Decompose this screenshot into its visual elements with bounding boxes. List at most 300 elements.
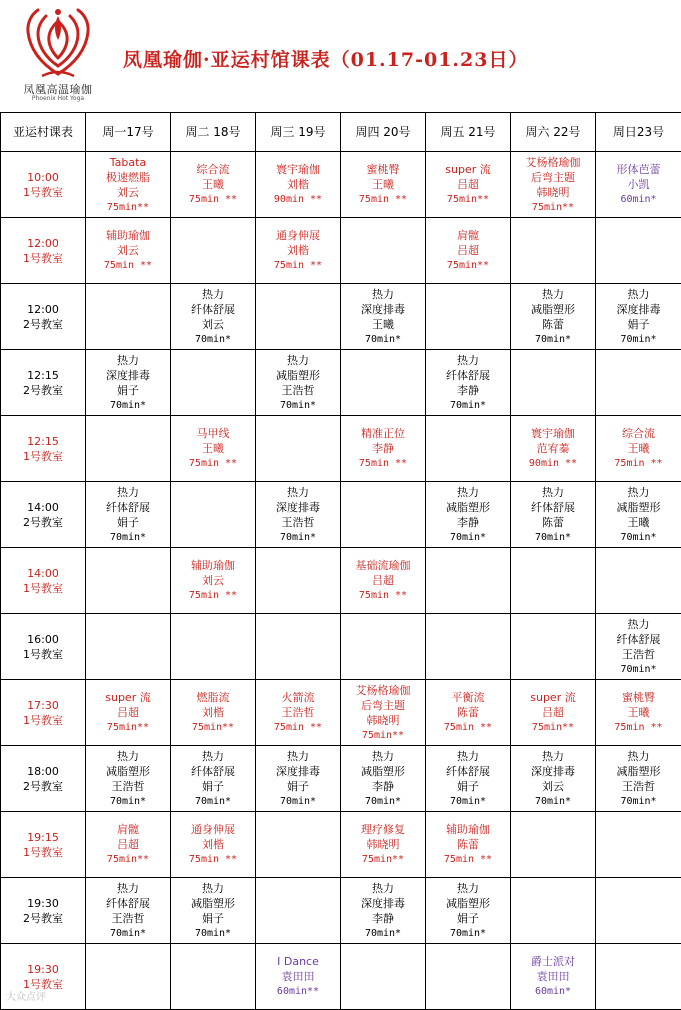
class-duration: 75min** xyxy=(446,194,490,205)
class-cell xyxy=(596,680,681,746)
class-name: 热力 xyxy=(542,485,564,499)
class-cell xyxy=(86,152,171,218)
instructor-name: 刘楷 xyxy=(287,244,309,257)
class-duration: 75min ** xyxy=(273,722,323,733)
class-cell xyxy=(256,218,341,284)
class-name: 平衡流 xyxy=(451,691,485,704)
slot-time: 18:00 xyxy=(27,764,59,778)
class-name: 热力 xyxy=(202,881,224,895)
class-duration: 60min* xyxy=(534,986,572,997)
empty-cell xyxy=(86,416,171,482)
table-row xyxy=(1,482,681,548)
table-row xyxy=(1,614,681,680)
class-cell xyxy=(511,944,596,1010)
class-name: 热力 xyxy=(457,749,479,763)
class-name: 减脂塑形 xyxy=(446,500,490,514)
class-cell xyxy=(426,878,511,944)
class-duration: 75min ** xyxy=(443,854,493,865)
class-duration: 75min** xyxy=(361,854,405,865)
class-name: 热力 xyxy=(117,749,139,763)
watermark: 大众点评 xyxy=(6,992,46,1003)
class-cell xyxy=(171,152,256,218)
column-header-day: 周日23号 xyxy=(596,113,681,152)
class-name: 通身伸展 xyxy=(191,823,235,836)
class-name: 寰宇瑜伽 xyxy=(276,163,320,176)
empty-cell xyxy=(171,944,256,1010)
class-duration: 60min** xyxy=(276,986,320,997)
class-cell xyxy=(171,416,256,482)
class-name: 减脂塑形 xyxy=(616,500,661,514)
empty-cell xyxy=(171,614,256,680)
page-title: 凤凰瑜伽·亚运村馆课表（01.17-01.23日） xyxy=(123,49,529,71)
class-name: 寰宇瑜伽 xyxy=(531,427,575,440)
empty-cell xyxy=(596,548,681,614)
page-header xyxy=(0,0,681,112)
class-name: 蜜桃臀 xyxy=(622,691,655,704)
class-cell xyxy=(86,482,171,548)
empty-cell xyxy=(86,284,171,350)
instructor-name: 娟子 xyxy=(202,911,224,925)
class-cell xyxy=(341,548,426,614)
empty-cell xyxy=(426,548,511,614)
class-duration: 75min** xyxy=(106,854,150,865)
instructor-name: 陈蕾 xyxy=(457,838,479,851)
class-cell xyxy=(171,812,256,878)
instructor-name: 刘云 xyxy=(202,317,224,331)
table-row xyxy=(1,218,681,284)
empty-cell xyxy=(596,350,681,416)
class-duration: 70min* xyxy=(534,795,572,807)
class-name: 热力 xyxy=(372,749,394,763)
slot-room: 2号教室 xyxy=(23,779,63,793)
empty-cell xyxy=(256,284,341,350)
instructor-name: 娟子 xyxy=(287,779,309,793)
class-cell xyxy=(86,812,171,878)
class-duration: 75min ** xyxy=(188,590,238,601)
class-name: 热力 xyxy=(287,353,309,367)
instructor-name: 王浩哲 xyxy=(281,383,315,397)
class-name: 热力 xyxy=(457,485,479,499)
slot-time: 14:00 xyxy=(27,500,59,514)
instructor-name: 王浩哲 xyxy=(622,647,655,661)
empty-cell xyxy=(171,482,256,548)
class-name: 辅助瑜伽 xyxy=(106,229,150,242)
instructor-name: 刘楷 xyxy=(287,178,309,191)
slot-room: 1号教室 xyxy=(23,713,63,727)
class-name: 纤体舒展 xyxy=(616,632,661,646)
class-name: 肩髋 xyxy=(117,823,139,836)
instructor-name: 李静 xyxy=(372,442,394,455)
instructor-name: 王曦 xyxy=(627,442,650,455)
class-name: 深度排毒 xyxy=(616,302,661,316)
empty-cell xyxy=(426,416,511,482)
class-duration: 75min** xyxy=(361,729,405,741)
class-cell xyxy=(511,746,596,812)
class-name: 纤体舒展 xyxy=(106,896,150,910)
class-name: 精准正位 xyxy=(361,427,405,440)
class-duration: 70min* xyxy=(449,927,487,939)
empty-cell xyxy=(341,482,426,548)
class-cell xyxy=(596,284,681,350)
instructor-name: 王浩哲 xyxy=(111,911,145,925)
instructor-name: 小凯 xyxy=(627,178,650,191)
instructor-name: 吕超 xyxy=(542,706,564,719)
class-name: 热力 xyxy=(542,749,564,763)
slot-room: 1号教室 xyxy=(23,581,63,595)
class-name: 纤体舒展 xyxy=(531,500,575,514)
class-duration: 75min ** xyxy=(443,722,493,733)
class-name: 热力 xyxy=(372,287,394,301)
class-duration: 75min ** xyxy=(614,458,663,469)
empty-cell xyxy=(341,944,426,1010)
instructor-name: 王曦 xyxy=(202,178,224,191)
column-header-schedule: 亚运村课表 xyxy=(1,113,86,152)
class-name: 热力 xyxy=(287,749,309,763)
instructor-name: 刘云 xyxy=(202,574,224,587)
class-name: 热力 xyxy=(627,485,650,499)
empty-cell xyxy=(256,416,341,482)
empty-cell xyxy=(171,218,256,284)
column-header-day: 周六 22号 xyxy=(511,113,596,152)
class-duration: 75min ** xyxy=(188,194,238,205)
empty-cell xyxy=(171,350,256,416)
column-header-day: 周五 21号 xyxy=(426,113,511,152)
class-duration: 70min* xyxy=(534,333,572,345)
instructor-name: 娟子 xyxy=(117,515,139,529)
empty-cell xyxy=(511,812,596,878)
class-name: 热力 xyxy=(372,881,394,895)
class-cell xyxy=(341,878,426,944)
class-duration: 70min* xyxy=(620,333,657,345)
class-name: 马甲线 xyxy=(196,427,230,440)
slot-room: 2号教室 xyxy=(23,383,63,397)
class-name: 热力 xyxy=(627,287,650,301)
class-duration: 75min ** xyxy=(273,260,323,271)
empty-cell xyxy=(511,218,596,284)
instructor-name: 韩晓明 xyxy=(366,838,400,851)
table-row xyxy=(1,746,681,812)
instructor-name: 王浩哲 xyxy=(622,779,655,793)
class-duration: 75min ** xyxy=(103,260,153,271)
class-name: 通身伸展 xyxy=(276,229,320,242)
slot-time: 12:15 xyxy=(27,368,59,382)
class-cell xyxy=(511,482,596,548)
class-duration: 75min ** xyxy=(358,194,408,205)
instructor-name: 刘楷 xyxy=(202,838,224,851)
instructor-name: 刘云 xyxy=(117,185,139,199)
slot-room: 1号教室 xyxy=(23,977,63,991)
class-duration: 70min* xyxy=(620,531,657,543)
class-name: 深度排毒 xyxy=(361,896,405,910)
class-cell xyxy=(341,746,426,812)
class-name: 热力 xyxy=(117,353,139,367)
time-slot-cell xyxy=(1,416,86,482)
class-name: super 流 xyxy=(105,691,151,704)
empty-cell xyxy=(86,614,171,680)
class-duration: 75min** xyxy=(106,722,150,733)
class-cell xyxy=(171,284,256,350)
class-cell xyxy=(86,218,171,284)
class-cell xyxy=(511,680,596,746)
class-name: 辅助瑜伽 xyxy=(446,823,490,836)
slot-time: 12:15 xyxy=(27,434,59,448)
empty-cell xyxy=(511,878,596,944)
class-cell xyxy=(341,812,426,878)
instructor-name: 袁田田 xyxy=(536,970,570,983)
slot-time: 19:15 xyxy=(27,830,59,844)
class-cell xyxy=(86,680,171,746)
table-row xyxy=(1,812,681,878)
empty-cell xyxy=(256,878,341,944)
class-cell xyxy=(426,482,511,548)
time-slot-cell xyxy=(1,350,86,416)
class-name: 热力 xyxy=(457,881,479,895)
class-duration: 70min* xyxy=(194,795,232,807)
class-name: 理疗修复 xyxy=(361,823,405,836)
instructor-name: 袁田田 xyxy=(281,970,315,983)
empty-cell xyxy=(256,812,341,878)
class-name: 深度排毒 xyxy=(276,764,320,778)
class-duration: 70min* xyxy=(364,927,402,939)
empty-cell xyxy=(86,944,171,1010)
class-duration: 70min* xyxy=(449,795,487,807)
class-duration: 75min ** xyxy=(614,722,663,733)
class-name: 减脂塑形 xyxy=(361,764,405,778)
class-name: 极速燃脂 xyxy=(106,170,150,184)
instructor-name: 王浩哲 xyxy=(281,515,315,529)
class-duration: 75min** xyxy=(446,260,490,271)
slot-room: 2号教室 xyxy=(23,911,63,925)
class-name: 热力 xyxy=(542,287,564,301)
class-name: 减脂塑形 xyxy=(446,896,490,910)
slot-room: 1号教室 xyxy=(23,845,63,859)
class-cell xyxy=(86,746,171,812)
class-name: 热力 xyxy=(202,749,224,763)
class-duration: 70min* xyxy=(194,927,232,939)
class-name: 热力 xyxy=(117,485,139,499)
class-duration: 75min** xyxy=(191,722,235,733)
slot-time: 10:00 xyxy=(27,170,59,184)
table-row xyxy=(1,284,681,350)
instructor-name: 刘云 xyxy=(117,244,139,257)
instructor-name: 吕超 xyxy=(457,178,479,191)
class-name: 综合流 xyxy=(196,163,230,176)
empty-cell xyxy=(86,548,171,614)
slot-time: 12:00 xyxy=(27,302,59,316)
class-duration: 70min* xyxy=(364,333,402,345)
table-row xyxy=(1,944,681,1010)
class-duration: 60min* xyxy=(620,194,657,205)
class-cell xyxy=(596,614,681,680)
class-duration: 75min ** xyxy=(358,458,408,469)
class-name: 火箭流 xyxy=(281,691,315,704)
instructor-name: 陈蕾 xyxy=(542,317,564,331)
class-name: 减脂塑形 xyxy=(616,764,661,778)
instructor-name: 王曦 xyxy=(372,178,394,191)
class-cell xyxy=(596,482,681,548)
empty-cell xyxy=(426,944,511,1010)
class-name: 综合流 xyxy=(622,427,655,440)
class-duration: 70min* xyxy=(194,333,232,345)
time-slot-cell xyxy=(1,284,86,350)
instructor-name: 李静 xyxy=(457,515,479,529)
instructor-name: 娟子 xyxy=(627,317,650,331)
instructor-name: 陈蕾 xyxy=(542,515,564,529)
class-cell xyxy=(256,482,341,548)
instructor-name: 李静 xyxy=(457,383,479,397)
class-duration: 70min* xyxy=(364,795,402,807)
column-header-day: 周一17号 xyxy=(86,113,171,152)
class-name: 深度排毒 xyxy=(276,500,320,514)
class-name: 纤体舒展 xyxy=(106,500,150,514)
class-cell xyxy=(256,944,341,1010)
class-name: 深度排毒 xyxy=(531,764,575,778)
instructor-name: 王浩哲 xyxy=(111,779,145,793)
class-name: 辅助瑜伽 xyxy=(191,559,235,572)
instructor-name: 吕超 xyxy=(372,574,394,587)
empty-cell xyxy=(426,614,511,680)
slot-room: 1号教室 xyxy=(23,251,63,265)
slot-room: 2号教室 xyxy=(23,515,63,529)
header-row xyxy=(1,113,681,152)
class-cell xyxy=(426,350,511,416)
class-name: Tabata xyxy=(109,155,147,169)
phoenix-logo xyxy=(12,4,104,100)
class-name: 纤体舒展 xyxy=(446,368,490,382)
empty-cell xyxy=(511,548,596,614)
class-duration: 75min** xyxy=(531,201,575,213)
class-duration: 75min ** xyxy=(358,590,408,601)
class-cell xyxy=(341,284,426,350)
class-cell xyxy=(426,152,511,218)
class-name: 基础流瑜伽 xyxy=(355,559,411,572)
class-name: 纤体舒展 xyxy=(191,764,235,778)
column-header-day: 周二 18号 xyxy=(171,113,256,152)
class-cell xyxy=(511,416,596,482)
class-duration: 70min* xyxy=(279,399,317,411)
class-cell xyxy=(596,152,681,218)
instructor-name: 陈蕾 xyxy=(457,706,479,719)
class-cell xyxy=(511,152,596,218)
class-duration: 70min* xyxy=(109,531,147,543)
slot-time: 12:00 xyxy=(27,236,59,250)
instructor-name: 娟子 xyxy=(202,779,224,793)
instructor-name: 吕超 xyxy=(117,706,139,719)
class-name: 艾杨格瑜伽 xyxy=(525,155,581,169)
class-name: 后弯主题 xyxy=(361,698,405,712)
class-duration: 70min* xyxy=(109,399,147,411)
class-name: 减脂塑形 xyxy=(191,896,235,910)
table-row xyxy=(1,416,681,482)
class-duration: 90min ** xyxy=(528,458,578,469)
column-header-day: 周三 19号 xyxy=(256,113,341,152)
class-cell xyxy=(511,284,596,350)
instructor-name: 刘云 xyxy=(542,779,564,793)
class-cell xyxy=(341,416,426,482)
class-duration: 75min ** xyxy=(188,458,238,469)
logo-chinese-text: 凤凰高温瑜伽 xyxy=(23,83,93,96)
class-duration: 70min* xyxy=(620,795,657,807)
slot-room: 2号教室 xyxy=(23,317,63,331)
slot-room: 1号教室 xyxy=(23,647,63,661)
class-cell xyxy=(171,746,256,812)
empty-cell xyxy=(596,878,681,944)
empty-cell xyxy=(511,614,596,680)
empty-cell xyxy=(596,944,681,1010)
class-name: 艾杨格瑜伽 xyxy=(355,683,411,697)
time-slot-cell xyxy=(1,218,86,284)
class-cell xyxy=(341,152,426,218)
instructor-name: 娟子 xyxy=(457,911,479,925)
class-cell xyxy=(256,746,341,812)
instructor-name: 韩晓明 xyxy=(366,713,400,727)
instructor-name: 刘楷 xyxy=(202,706,224,719)
class-duration: 70min* xyxy=(109,795,147,807)
table-row xyxy=(1,350,681,416)
instructor-name: 娟子 xyxy=(117,383,139,397)
class-name: 燃脂流 xyxy=(196,691,230,704)
class-cell xyxy=(426,812,511,878)
empty-cell xyxy=(596,812,681,878)
class-duration: 70min* xyxy=(279,531,317,543)
class-name: 深度排毒 xyxy=(361,302,405,316)
empty-cell xyxy=(341,218,426,284)
class-duration: 75min ** xyxy=(188,854,238,865)
instructor-name: 王曦 xyxy=(627,706,650,719)
class-name: 纤体舒展 xyxy=(446,764,490,778)
class-cell xyxy=(596,746,681,812)
class-duration: 90min ** xyxy=(273,194,323,205)
instructor-name: 王曦 xyxy=(627,515,650,529)
class-cell xyxy=(256,152,341,218)
table-row xyxy=(1,548,681,614)
class-name: 热力 xyxy=(627,749,650,763)
time-slot-cell xyxy=(1,152,86,218)
class-name: 减脂塑形 xyxy=(106,764,150,778)
class-name: 深度排毒 xyxy=(106,368,150,382)
class-name: 纤体舒展 xyxy=(191,302,235,316)
empty-cell xyxy=(341,614,426,680)
class-duration: 75min** xyxy=(106,201,150,213)
slot-time: 19:30 xyxy=(27,896,59,910)
class-name: 爵士派对 xyxy=(531,955,575,968)
class-cell xyxy=(256,350,341,416)
empty-cell xyxy=(341,350,426,416)
slot-room: 1号教室 xyxy=(23,185,63,199)
class-duration: 70min* xyxy=(620,663,657,675)
schedule-body xyxy=(1,152,681,1010)
time-slot-cell xyxy=(1,614,86,680)
slot-time: 14:00 xyxy=(27,566,59,580)
empty-cell xyxy=(426,284,511,350)
instructor-name: 王浩哲 xyxy=(281,706,315,719)
class-name: I Dance xyxy=(277,955,319,968)
empty-cell xyxy=(511,350,596,416)
instructor-name: 王曦 xyxy=(372,317,394,331)
class-duration: 70min* xyxy=(109,927,147,939)
time-slot-cell xyxy=(1,548,86,614)
time-slot-cell xyxy=(1,482,86,548)
class-name: super 流 xyxy=(530,691,576,704)
class-cell xyxy=(171,680,256,746)
slot-time: 17:30 xyxy=(27,698,59,712)
slot-time: 19:30 xyxy=(27,962,59,976)
class-cell xyxy=(426,218,511,284)
instructor-name: 娟子 xyxy=(457,779,479,793)
time-slot-cell xyxy=(1,812,86,878)
empty-cell xyxy=(256,614,341,680)
class-cell xyxy=(256,680,341,746)
